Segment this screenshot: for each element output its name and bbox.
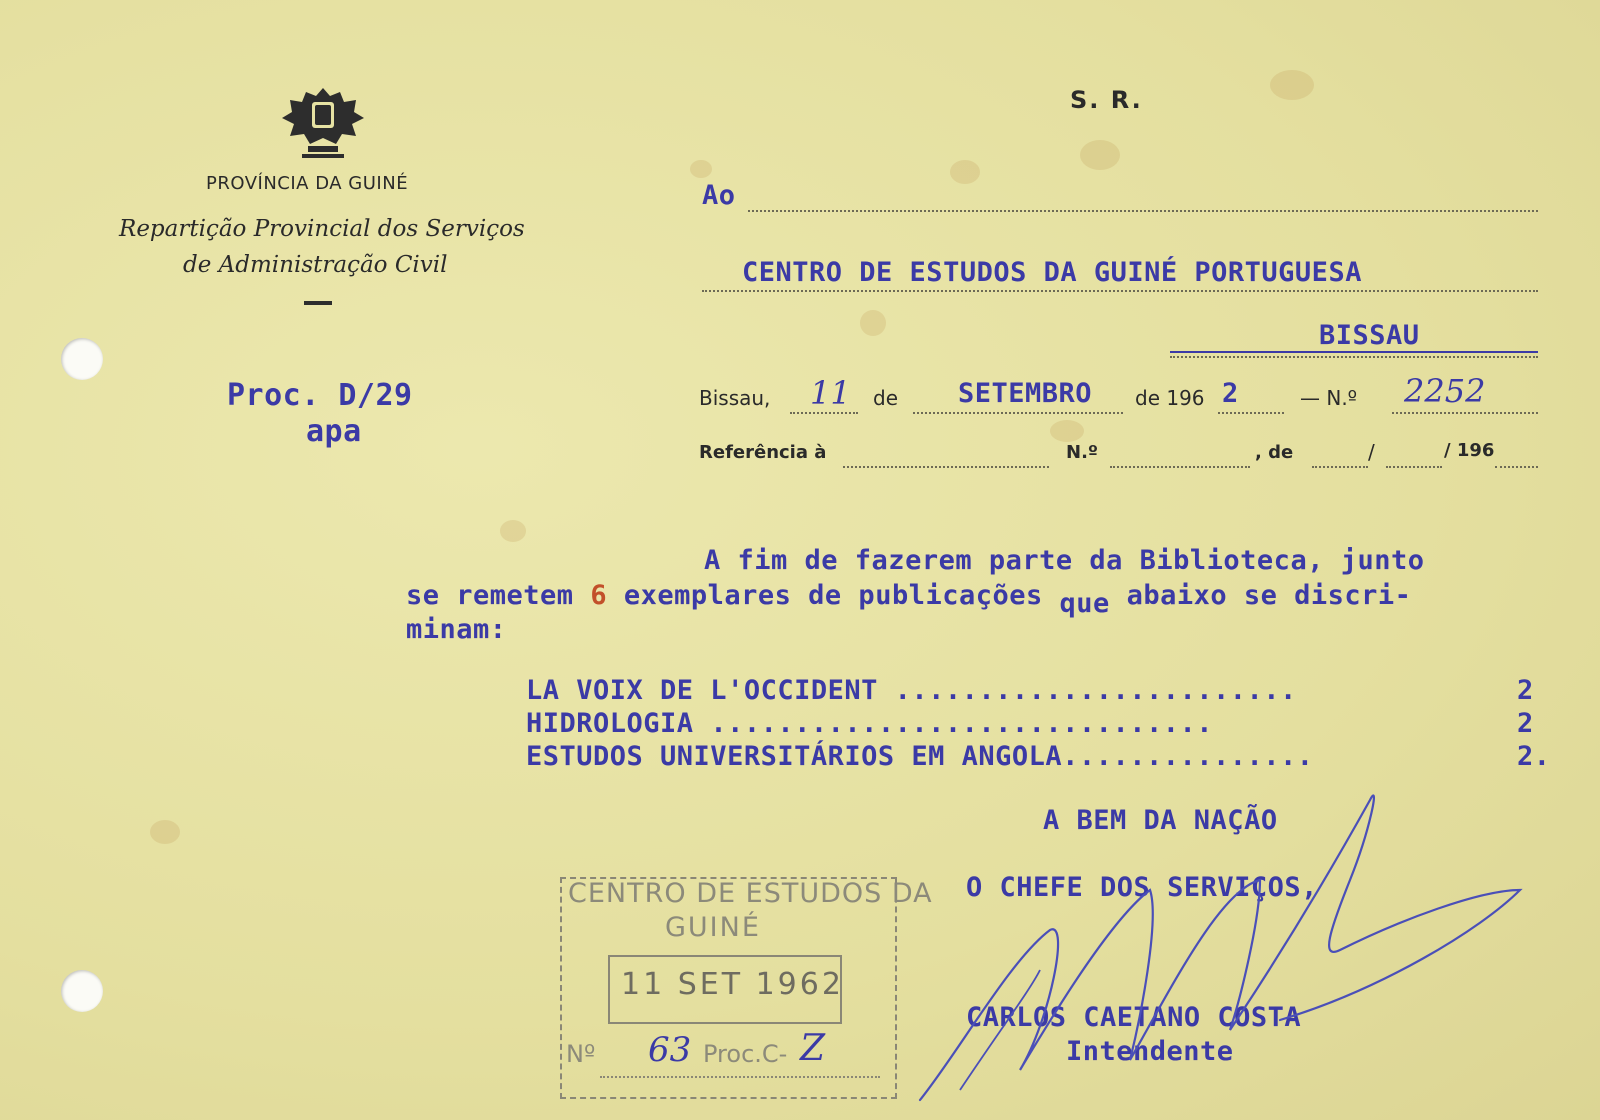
- body-line-2: [406, 580, 1412, 619]
- stain: [150, 820, 180, 844]
- stamp-number: 63: [648, 1030, 692, 1070]
- signatory-name: CARLOS CAETANO COSTA: [966, 1002, 1302, 1033]
- stain: [690, 160, 712, 178]
- copy-count: 6: [590, 580, 608, 611]
- body-line-2-start: se remetem: [406, 580, 574, 611]
- day-line: [790, 412, 858, 414]
- closing-salutation: A BEM DA NAÇÃO: [1043, 805, 1278, 836]
- stamp-number-label: Nº: [566, 1040, 596, 1068]
- punch-hole: [61, 338, 103, 380]
- date-year-prefix: de 196: [1135, 386, 1205, 410]
- letter-number: 2252: [1404, 372, 1486, 410]
- body-line-2-que: que: [1059, 588, 1110, 619]
- handwritten-signature: [900, 770, 1540, 1110]
- item-title: LA VOIX DE L'OCCIDENT: [526, 675, 895, 706]
- date-de-1: de: [873, 386, 898, 410]
- reference-day-line: [1312, 466, 1368, 468]
- recipient-ao: Ao: [702, 180, 736, 211]
- closing-role: O CHEFE DOS SERVIÇOS,: [966, 872, 1318, 903]
- city-underline: [1170, 351, 1538, 353]
- stamp-process-label: Proc.C-: [703, 1040, 788, 1068]
- reference-year-line: [1495, 466, 1538, 468]
- coat-of-arms-icon: [278, 84, 368, 160]
- department-line-2: de Administração Civil: [183, 252, 448, 278]
- date-month: SETEMBRO: [958, 378, 1093, 409]
- reference-number-line: [1110, 466, 1250, 468]
- recipient-name: CENTRO DE ESTUDOS DA GUINÉ PORTUGUESA: [742, 257, 1362, 288]
- process-number: Proc. D/29: [227, 378, 413, 413]
- item-leader: ........................: [894, 675, 1297, 706]
- stain: [860, 310, 886, 336]
- item-quantity: 2: [1517, 675, 1534, 706]
- number-label: — N.º: [1300, 386, 1358, 410]
- number-line: [1392, 412, 1538, 414]
- signatory-title: Intendente: [1066, 1036, 1234, 1067]
- stain: [1080, 140, 1120, 170]
- body-line-1: A fim de fazerem parte da Biblioteca, junto: [704, 545, 1425, 576]
- stamp-line-1: CENTRO DE ESTUDOS DA: [568, 878, 933, 909]
- reference-line: [843, 466, 1049, 468]
- item-title: ESTUDOS UNIVERSITÁRIOS EM ANGOLA: [526, 741, 1063, 772]
- ao-line: [748, 210, 1538, 212]
- reference-slash-1: /: [1368, 440, 1375, 464]
- item-leader: ...............: [1062, 741, 1314, 772]
- stamp-date: 11 SET 1962: [621, 967, 844, 1002]
- stain: [1270, 70, 1314, 100]
- stain: [1050, 420, 1084, 442]
- item-leader: ..............................: [710, 708, 1213, 739]
- body-line-3: minam:: [406, 614, 507, 645]
- body-line-2-end: abaixo se discri-: [1126, 580, 1412, 611]
- sr-mark: S. R.: [1070, 86, 1143, 114]
- list-item: [526, 708, 1213, 739]
- reference-label: Referência à: [699, 442, 827, 463]
- divider: [304, 301, 332, 305]
- stain: [500, 520, 526, 542]
- reference-number-label: N.º: [1066, 442, 1099, 463]
- process-initials: apa: [306, 414, 362, 449]
- year-line: [1218, 412, 1284, 414]
- list-item: [526, 741, 1314, 772]
- date-day: 11: [810, 374, 851, 412]
- stamp-line-2: GUINÉ: [665, 912, 761, 943]
- item-quantity: 2: [1517, 708, 1534, 739]
- list-item: [526, 675, 1297, 706]
- stain: [950, 160, 980, 184]
- recipient-line: [702, 290, 1538, 292]
- reference-date-label: , de: [1255, 442, 1294, 463]
- stamp-process: Z: [800, 1028, 826, 1069]
- body-line-2-middle: exemplares de publicações: [623, 580, 1043, 611]
- reference-month-line: [1386, 466, 1442, 468]
- city-line: [1170, 356, 1538, 358]
- date-year-digit: 2: [1222, 378, 1239, 409]
- department-line-1: Repartição Provincial dos Serviços: [119, 216, 525, 242]
- punch-hole: [61, 970, 103, 1012]
- item-quantity: 2.: [1517, 741, 1551, 772]
- date-place: Bissau,: [699, 386, 771, 410]
- item-title: HIDROLOGIA: [526, 708, 711, 739]
- reference-year-prefix: / 196: [1444, 440, 1495, 461]
- stamp-line: [600, 1076, 880, 1078]
- province-heading: PROVÍNCIA DA GUINÉ: [206, 173, 409, 194]
- month-line: [913, 412, 1123, 414]
- recipient-city: BISSAU: [1319, 320, 1420, 351]
